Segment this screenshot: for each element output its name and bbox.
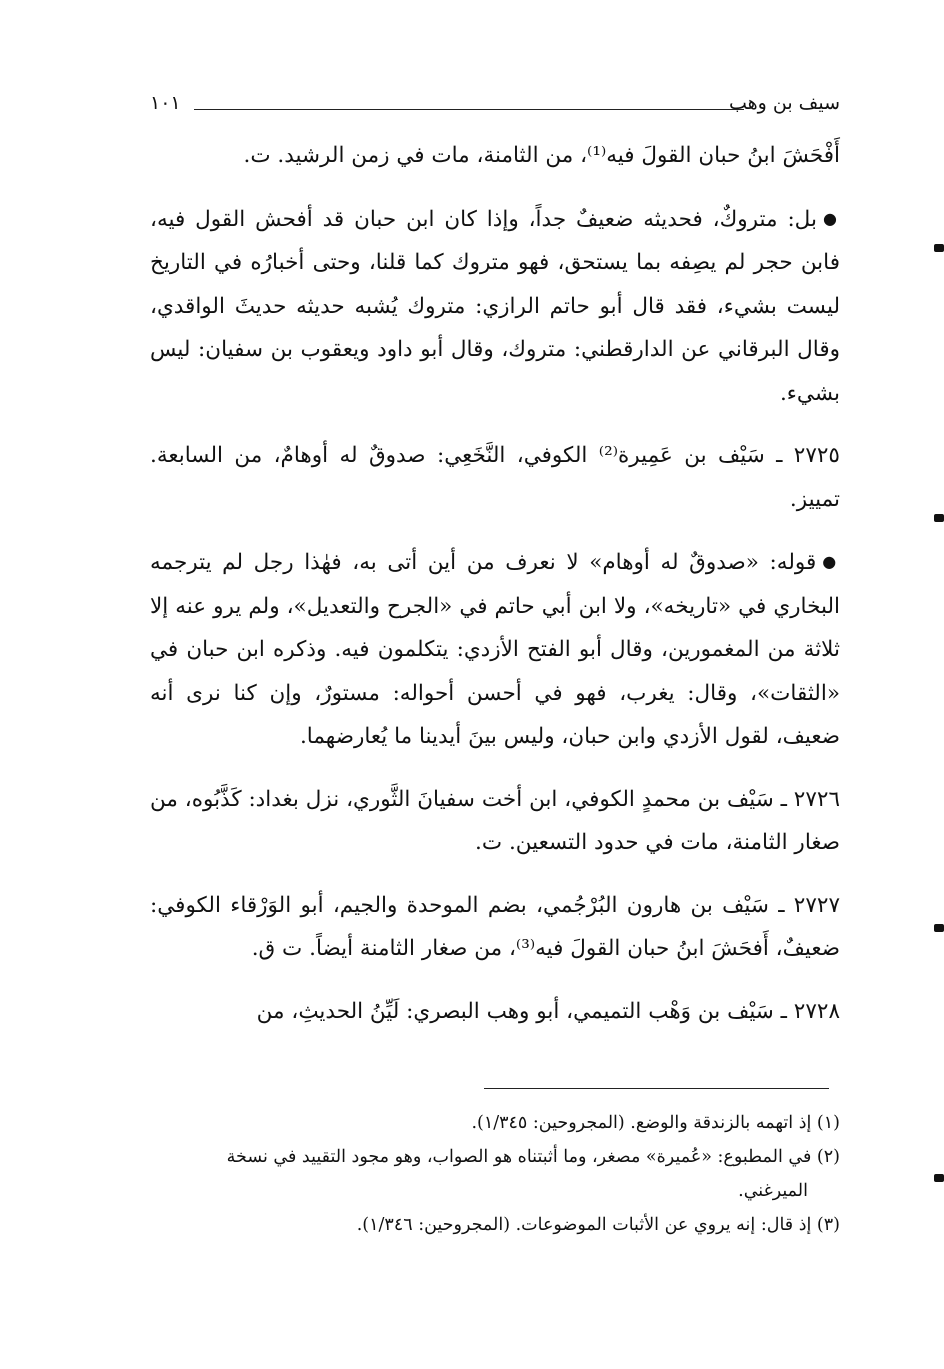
footnote-2: (٢) في المطبوع: «عُميرة» مصغر، وما أثبتناه هو الصواب، وهو مجود التقييد في نسخة xyxy=(226,1147,840,1167)
paragraph-2-text: بل: متروكٌ، فحديثه ضعيفٌ جداً، وإذا كان ابن حبان قد أفحش القول فيه، فابن حجر لم يصِفه بما يستحق، فهو متروك كما قلنا، وحتى أخبارُه في التاريخ ليست بشيء، فقد قال أبو حاتم الرازي: متروك يُشبه حديثه حديثَ الواقدي، وقال البرقاني عن الدارقطني: متروك، وقال أبو داود ويعقوب بن سفيان: ليس بشيء. xyxy=(150,206,840,406)
header-rule xyxy=(194,109,744,110)
paragraph-1: أَفْحَشَ ابنُ حبان القولَ فيه⁽¹⁾، من الثامنة، مات في زمن الرشيد. ت. xyxy=(243,143,840,168)
scan-edge-mark xyxy=(934,1174,944,1182)
footnote-rule xyxy=(484,1088,829,1089)
bullet-icon: ● xyxy=(822,552,840,571)
scan-edge-mark xyxy=(934,924,944,932)
page-number: ١٠١ xyxy=(150,92,181,114)
footnote-3: (٣) إذ قال: إنه يروي عن الأثبات الموضوعات. (المجروحين: ١/٣٤٦). xyxy=(356,1215,840,1235)
footnotes xyxy=(142,1106,840,1242)
running-header xyxy=(150,92,840,116)
entry-2728: ٢٧٢٨ ـ سَيْف بن وَهْب التميمي، أبو وهب البصري: لَيِّنُ الحديثِ، من xyxy=(256,998,840,1024)
paragraph-2 xyxy=(150,197,840,416)
scan-edge-mark xyxy=(934,244,944,252)
scan-edge-mark xyxy=(934,514,944,522)
entry-2725: ٢٧٢٥ ـ سَيْف بن عَمِيرة⁽²⁾ الكوفي، النَّخَعِي: صدوقٌ له أوهامٌ، من السابعة. تمييز. xyxy=(150,443,840,512)
entry-2727: ٢٧٢٧ ـ سَيْف بن هارون البُرْجُمي، بضم الموحدة والجيم، أبو الوَرْقاء الكوفي: ضعيفٌ، أَفحَشَ ابنُ حبان القولَ فيه⁽³⁾، من صغار الثامنة أيضاً. ت ق. xyxy=(150,892,840,961)
bullet-icon: ● xyxy=(822,208,840,228)
paragraph-4-text: قوله: «صدوقٌ له أوهام» لا نعرف من أين أتى به، فهٰذا رجل لم يترجمه البخاري في «تاريخه»، ولا ابن أبي حاتم في «الجرح والتعديل»، ولم يرو عنه إلا ثلاثة من المغمورين، وقال أبو الفتح الأزدي: يتكلمون فيه. وذكره ابن حبان في «الثقات»، وقال: يغرب، فهو في أحسن أحواله: مستورٌ، وإن كنا نرى أنه ضعيف، لقول الأزدي وابن حبان، وليس بينَ أيدينا ما يُعارضهما. xyxy=(150,550,840,749)
running-title: سيف بن وهب xyxy=(728,92,840,114)
footnote-1: (١) إذ اتهمه بالزندقة والوضع. (المجروحين: ١/٣٤٥). xyxy=(471,1113,840,1133)
paragraph-4 xyxy=(150,540,840,759)
entry-2726: ٢٧٢٦ ـ سَيْف بن محمدٍ الكوفي، ابن أخت سفيانَ الثَّوري، نزل بغداد: كَذَّبُوه، من صغار الثامنة، مات في حدود التسعين. ت. xyxy=(150,786,840,855)
main-text xyxy=(150,134,840,1033)
footnote-2-continuation: الميرغني. xyxy=(738,1181,808,1201)
